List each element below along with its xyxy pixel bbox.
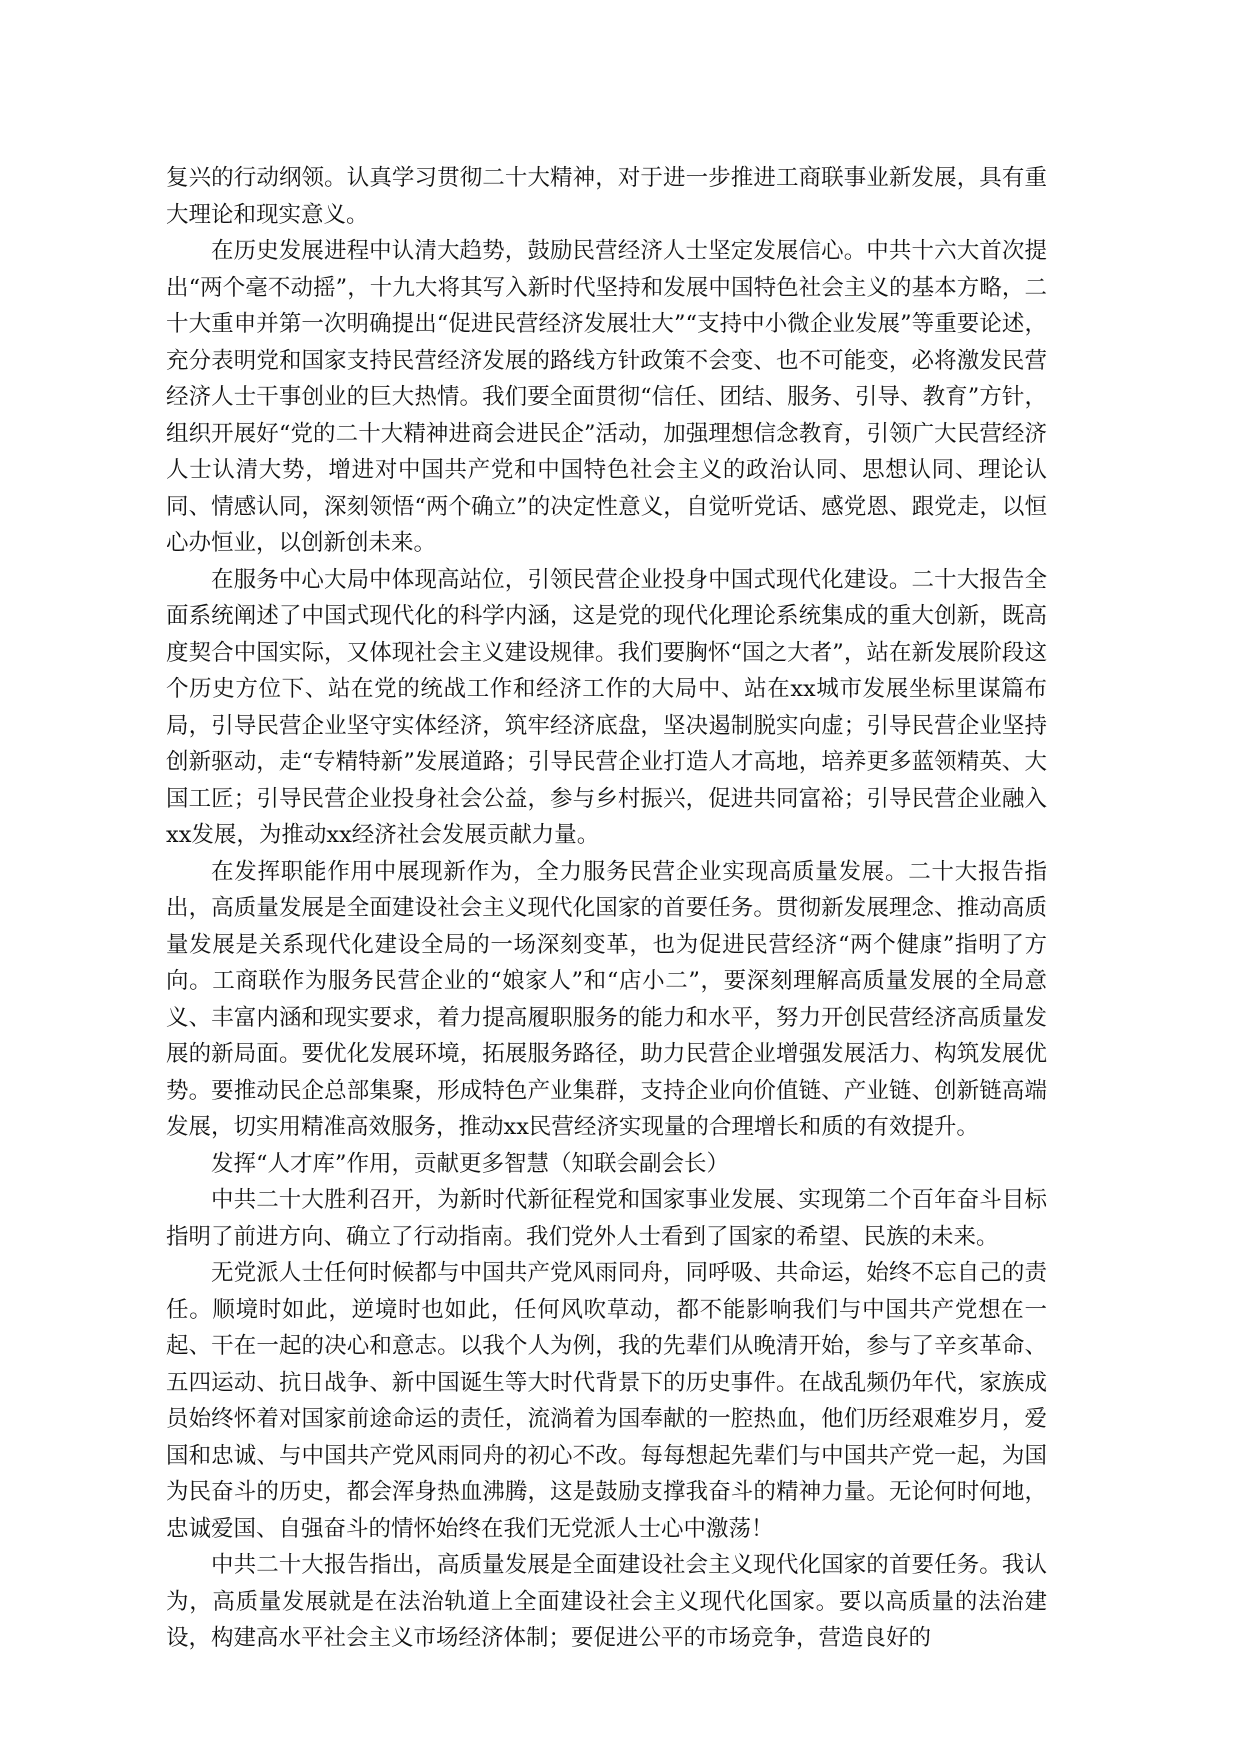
section-heading: 发挥“人才库”作用，贡献更多智慧（知联会副会长）	[211, 1150, 730, 1177]
document-page	[166, 160, 1047, 1657]
paragraph: 在服务中心大局中体现高站位，引领民营企业投身中国式现代化建设。二十大报告全面系统阐述了中国式现代化的科学内涵，这是党的现代化理论系统集成的重大创新，既高度契合中国实际，又体现社会主义建设规律。我们要胸怀“国之大者”，站在新发展阶段这个历史方位下、站在党的统战工作和经济工作的大局中、站在xx城市发展坐标里谋篇布局，引导民营企业坚守实体经济，筑牢经济底盘，坚决遏制脱实向虚；引导民营企业坚持创新驱动，走“专精特新”发展道路；引导民营企业打造人才高地，培养更多蓝领精英、大国工匠；引导民营企业投身社会公益，参与乡村振兴，促进共同富裕；引导民营企业融入xx发展，为推动xx经济社会发展贡献力量。	[166, 566, 1047, 848]
paragraph: 在发挥职能作用中展现新作为，全力服务民营企业实现高质量发展。二十大报告指出，高质量发展是全面建设社会主义现代化国家的首要任务。贯彻新发展理念、推动高质量发展是关系现代化建设全局的一场深刻变革，也为促进民营经济“两个健康”指明了方向。工商联作为服务民营企业的“娘家人”和“店小二”，要深刻理解高质量发展的全局意义、丰富内涵和现实要求，着力提高履职服务的能力和水平，努力开创民营经济高质量发展的新局面。要优化发展环境，拓展服务路径，助力民营企业增强发展活力、构筑发展优势。要推动民企总部集聚，形成特色产业集群，支持企业向价值链、产业链、创新链高端发展，切实用精准高效服务，推动xx民营经济实现量的合理增长和质的有效提升。	[166, 858, 1047, 1140]
paragraph: 中共二十大报告指出，高质量发展是全面建设社会主义现代化国家的首要任务。我认为，高质量发展就是在法治轨道上全面建设社会主义现代化国家。要以高质量的法治建设，构建高水平社会主义市场经济体制；要促进公平的市场竞争，营造良好的	[166, 1552, 1047, 1651]
paragraph: 复兴的行动纲领。认真学习贯彻二十大精神，对于进一步推进工商联事业新发展，具有重大理论和现实意义。	[166, 165, 1047, 228]
paragraph: 无党派人士任何时候都与中国共产党风雨同舟，同呼吸、共命运，始终不忘自己的责任。顺境时如此，逆境时也如此，任何风吹草动，都不能影响我们与中国共产党想在一起、干在一起的决心和意志。以我个人为例，我的先辈们从晚清开始，参与了辛亥革命、五四运动、抗日战争、新中国诞生等大时代背景下的历史事件。在战乱频仍年代，家族成员始终怀着对国家前途命运的责任，流淌着为国奉献的一腔热血，他们历经艰难岁月，爱国和忠诚、与中国共产党风雨同舟的初心不改。每每想起先辈们与中国共产党一起，为国为民奋斗的历史，都会浑身热血沸腾，这是鼓励支撑我奋斗的精神力量。无论何时何地，忠诚爱国、自强奋斗的情怀始终在我们无党派人士心中激荡！	[166, 1260, 1047, 1542]
paragraph: 在历史发展进程中认清大趋势，鼓励民营经济人士坚定发展信心。中共十六大首次提出“两个毫不动摇”，十九大将其写入新时代坚持和发展中国特色社会主义的基本方略，二十大重申并第一次明确提出“促进民营经济发展壮大”“支持中小微企业发展”等重要论述，充分表明党和国家支持民营经济发展的路线方针政策不会变、也不可能变，必将激发民营经济人士干事创业的巨大热情。我们要全面贯彻“信任、团结、服务、引导、教育”方针，组织开展好“党的二十大精神进商会进民企”活动，加强理想信念教育，引领广大民营经济人士认清大势，增进对中国共产党和中国特色社会主义的政治认同、思想认同、理论认同、情感认同，深刻领悟“两个确立”的决定性意义，自觉听党话、感党恩、跟党走，以恒心办恒业，以创新创未来。	[166, 238, 1047, 556]
paragraph: 中共二十大胜利召开，为新时代新征程党和国家事业发展、实现第二个百年奋斗目标指明了前进方向、确立了行动指南。我们党外人士看到了国家的希望、民族的未来。	[166, 1187, 1047, 1250]
